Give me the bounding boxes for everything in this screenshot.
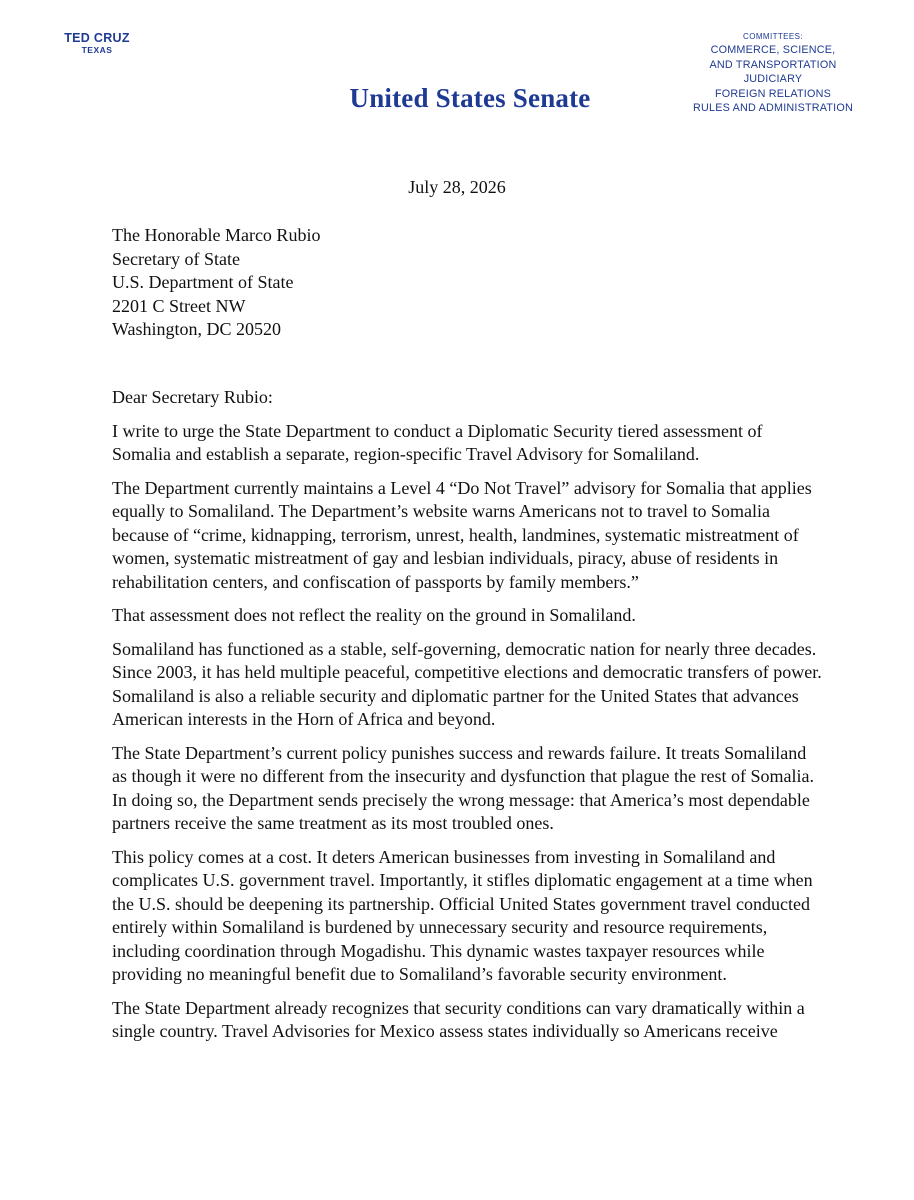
body-paragraph: That assessment does not reflect the reality on the ground in Somaliland. [112,605,636,625]
salutation: Dear Secretary Rubio: [112,387,273,407]
committee-item: COMMERCE, SCIENCE, [710,44,836,56]
address-line: 2201 C Street NW [112,295,246,316]
body-paragraph: Somaliland has functioned as a stable, self-governing, democratic nation for nearly three decades. Since 2003, it has held multiple peaceful, competitive elections and democratic transfers of power. Somaliland is also a reliable security and diplomatic partner for the United States that advances American interests in the Horn of Africa and beyond. [112,638,822,729]
committees-heading: COMMITTEES: [743,32,803,41]
committee-item: FOREIGN RELATIONS [715,87,831,100]
committee-item: AND TRANSPORTATION [709,58,837,71]
address-line: Washington, DC 20520 [112,319,282,339]
senator-name: TED CRUZ [64,31,130,45]
address-line: The Honorable Marco Rubio [112,225,321,245]
address-line: Secretary of State [112,248,240,269]
letter-date: July 28, 2026 [408,177,506,197]
letter-body [112,386,822,1054]
senator-state: TEXAS [81,45,113,55]
committees-block [678,31,868,116]
recipient-address [112,224,320,342]
body-paragraph: The Department currently maintains a Level 4 “Do Not Travel” advisory for Somalia that applies equally to Somaliland. The Department’s website warns Americans not to travel to Somalia because of “crime, kidnapping, terrorism, unrest, health, landmines, systematic mistreatment of women, systematic mistreatment of gay and lesbian individuals, piracy, abuse of residents in rehabilitation centers, and confiscation of passports by family members.” [112,477,812,592]
committee-item: JUDICIARY [743,73,803,86]
body-paragraph: I write to urge the State Department to conduct a Diplomatic Security tiered assessment of Somalia and establish a separate, region-specific Travel Advisory for Somaliland. [112,420,763,464]
address-line: U.S. Department of State [112,272,294,292]
body-paragraph: The State Department already recognizes that security conditions can vary dramatically within a single country. Travel Advisories for Mexico assess states individually so Americans receive [112,997,805,1041]
senate-masthead: United States Senate [349,83,591,113]
body-paragraph: This policy comes at a cost. It deters American businesses from investing in Somaliland and complicates U.S. government travel. Importantly, it stifles diplomatic engagement at a time when the U.S. should be deepening its partnership. Official United States government travel conducted entirely within Somaliland is burdened by unnecessary security and resource requirements, including coordination through Mogadishu. This dynamic wastes taxpayer resources while providing no meaningful benefit due to Somaliland’s favorable security environment. [112,846,813,984]
senator-block [52,31,142,56]
body-paragraph: The State Department’s current policy punishes success and rewards failure. It treats Somaliland as though it were no different from the insecurity and dysfunction that plague the rest of Somalia. In doing so, the Department sends precisely the wrong message: that America’s most dependable partners receive the same treatment as its most troubled ones. [112,742,814,833]
committee-item: RULES AND ADMINISTRATION [693,102,853,115]
letterhead [0,0,914,140]
